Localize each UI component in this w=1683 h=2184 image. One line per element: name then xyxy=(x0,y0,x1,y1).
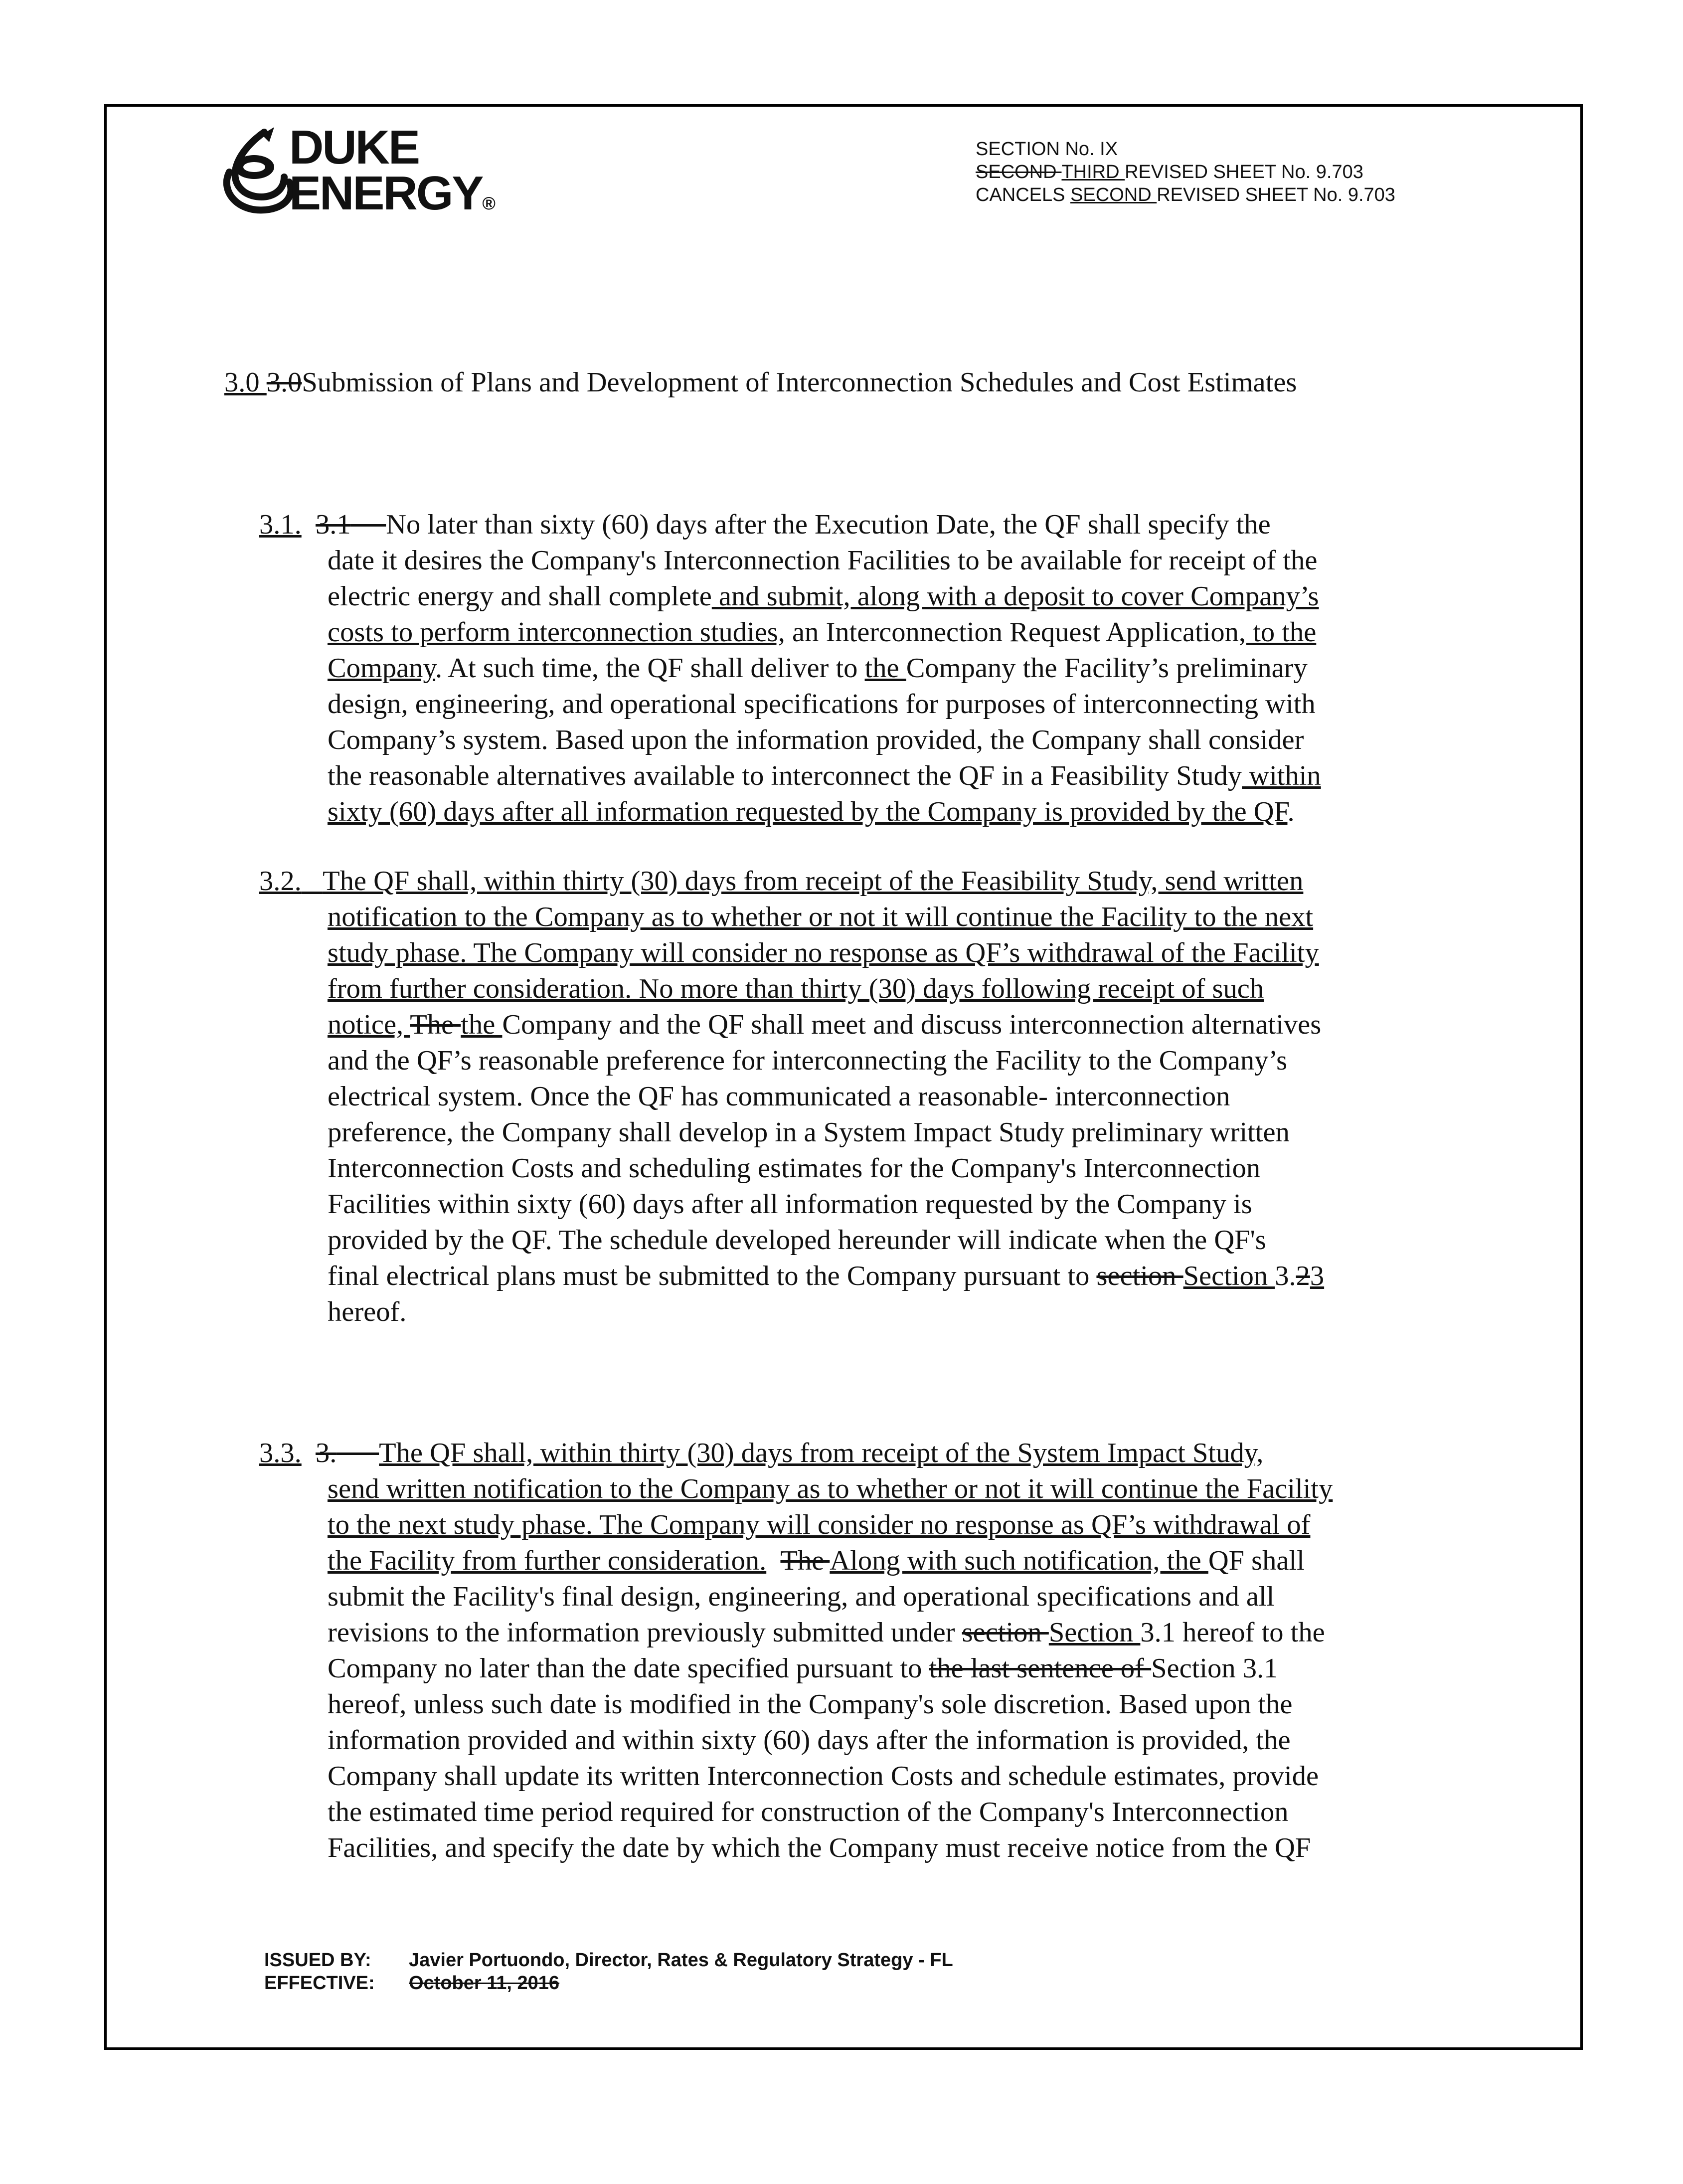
para-3-3-line-12: Facilities, and specify the date by which the Company must receive notice from the QF xyxy=(328,1832,1311,1863)
para-3-1-line-7: Company’s system. Based upon the information provided, the Company shall consider xyxy=(328,725,1304,755)
effective-label: EFFECTIVE: xyxy=(264,1973,375,1994)
para-3-2-line-12: final electrical plans must be submitted to the Company pursuant to section Section 3.23 xyxy=(328,1261,1325,1291)
para-3-2-line-13: hereof. xyxy=(328,1296,407,1327)
para-3-3-line-10: Company shall update its written Interconnection Costs and schedule estimates, provide xyxy=(328,1761,1319,1792)
para-3-3-line-1: 3.3. 3. The QF shall, within thirty (30) days from receipt of the System Impact Study, xyxy=(259,1438,1264,1468)
para-3-3-line-5: submit the Facility's final design, engineering, and operational specifications and all xyxy=(328,1581,1275,1612)
logo-line-2: ENERGY xyxy=(289,167,483,220)
para-number: 3.3. xyxy=(259,1438,302,1468)
footer xyxy=(264,1949,953,1995)
para-3-2-line-1: 3.2. The QF shall, within thirty (30) days from receipt of the Feasibility Study, send written xyxy=(259,866,1304,897)
para-3-2-line-11: provided by the QF. The schedule developed hereunder will indicate when the QF's xyxy=(328,1225,1266,1256)
revised-sheet-line: SECOND THIRD REVISED SHEET No. 9.703 xyxy=(976,162,1363,182)
para-number: 3.2. xyxy=(259,866,302,897)
para-3-3-line-3: to the next study phase. The Company will consider no response as QF’s withdrawal of xyxy=(328,1509,1311,1540)
registered-mark: ® xyxy=(482,193,496,213)
para-3-2-line-10: Facilities within sixty (60) days after all information requested by the Company is xyxy=(328,1189,1252,1220)
para-3-1-line-5: Company. At such time, the QF shall deliver to the Company the Facility’s preliminary xyxy=(328,653,1308,684)
para-3-2-line-5: notice, The the Company and the QF shall meet and discuss interconnection alternatives xyxy=(328,1009,1322,1040)
para-3-3-line-9: information provided and within sixty (60) days after the information is provided, the xyxy=(328,1725,1291,1756)
para-3-2-line-8: preference, the Company shall develop in a System Impact Study preliminary written xyxy=(328,1117,1290,1148)
para-3-2-line-2: notification to the Company as to whether or not it will continue the Facility to the next xyxy=(328,902,1314,932)
para-3-3-line-6: revisions to the information previously submitted under section Section 3.1 hereof to the xyxy=(328,1617,1325,1648)
para-3-3-line-8: hereof, unless such date is modified in the Company's sole discretion. Based upon the xyxy=(328,1689,1293,1720)
para-3-2-line-7: electrical system. Once the QF has communicated a reasonable- interconnection xyxy=(328,1081,1230,1112)
section-number: SECTION No. IX xyxy=(976,139,1118,160)
para-3-2-line-9: Interconnection Costs and scheduling estimates for the Company's Interconnection xyxy=(328,1153,1261,1184)
para-3-3-line-11: the estimated time period required for construction of the Company's Interconnection xyxy=(328,1797,1289,1827)
para-3-1-line-3: electric energy and shall complete and submit, along with a deposit to cover Company’s xyxy=(328,581,1319,612)
effective-date-deleted: October 11, 2016 xyxy=(409,1973,560,1994)
cancels-sheet-line: CANCELS SECOND REVISED SHEET No. 9.703 xyxy=(976,184,1395,205)
para-3-1-line-8: the reasonable alternatives available to interconnect the QF in a Feasibility Study within xyxy=(328,760,1321,791)
para-3-1-line-4: costs to perform interconnection studies, an Interconnection Request Application, to the xyxy=(328,617,1317,648)
logo-wordmark xyxy=(289,121,496,226)
issued-by-label: ISSUED BY: xyxy=(264,1950,371,1971)
effective-line xyxy=(264,1972,953,1995)
logo-line-1: DUKE xyxy=(289,121,419,174)
issued-by-line xyxy=(264,1949,953,1972)
para-3-2-line-3: study phase. The Company will consider no response as QF’s withdrawal of the Facility xyxy=(328,937,1319,968)
issued-by-value: Javier Portuondo, Director, Rates & Regulatory Strategy - FL xyxy=(409,1950,953,1971)
para-3-2-line-6: and the QF’s reasonable preference for interconnecting the Facility to the Company’s xyxy=(328,1045,1288,1076)
para-3-2-line-4: from further consideration. No more than thirty (30) days following receipt of such xyxy=(328,973,1264,1004)
para-3-3-line-2: send written notification to the Company as to whether or not it will continue the Facility xyxy=(328,1473,1333,1504)
para-3-3-line-4: the Facility from further consideration. The Along with such notification, the QF shall xyxy=(328,1545,1305,1576)
para-3-1-line-1: 3.1. 3.1 No later than sixty (60) days after the Execution Date, the QF shall specify the xyxy=(259,509,1271,540)
section-heading: 3.0 3.0Submission of Plans and Development of Interconnection Schedules and Cost Estimates xyxy=(224,367,1297,398)
para-3-1-line-9: sixty (60) days after all information requested by the Company is provided by the QF. xyxy=(328,796,1295,827)
para-number: 3.1. xyxy=(259,509,302,540)
para-3-1-line-2: date it desires the Company's Interconnection Facilities to be available for receipt of the xyxy=(328,545,1318,576)
para-3-3-line-7: Company no later than the date specified pursuant to the last sentence of Section 3.1 xyxy=(328,1653,1278,1684)
sheet-header xyxy=(976,138,1395,206)
para-3-1-line-6: design, engineering, and operational specifications for purposes of interconnecting with xyxy=(328,689,1316,720)
